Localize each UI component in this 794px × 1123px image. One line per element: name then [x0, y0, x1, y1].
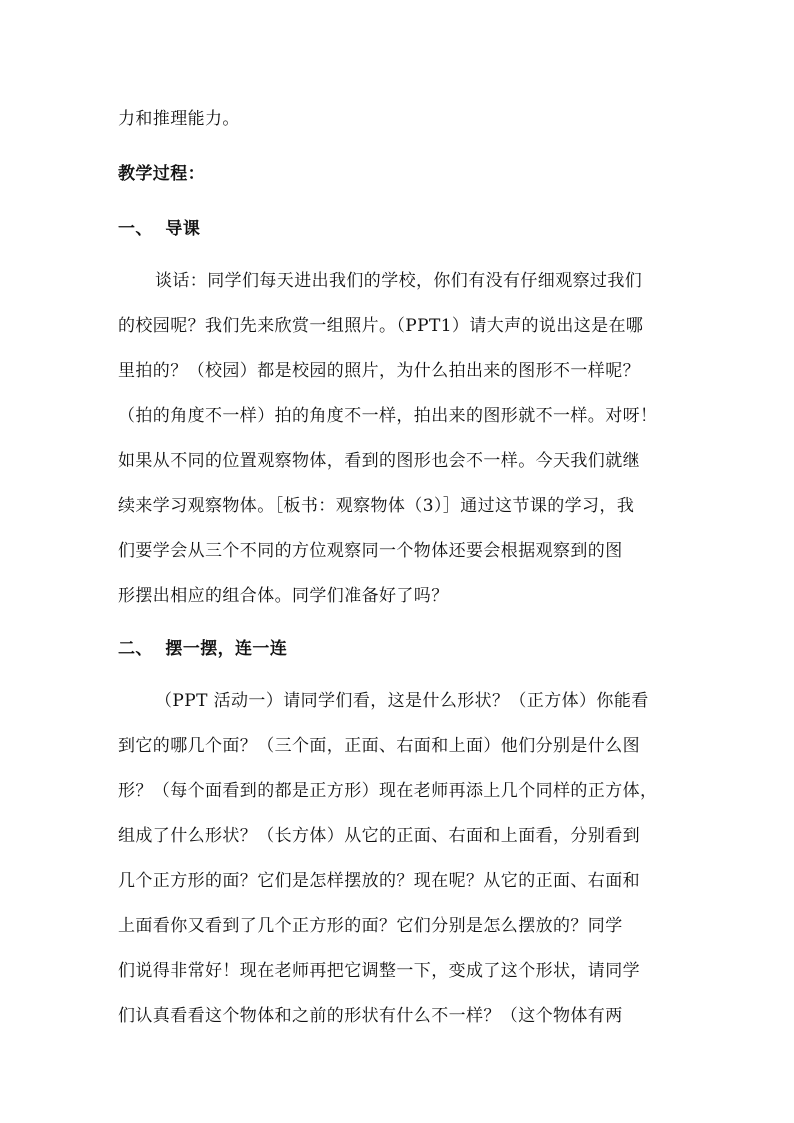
section2-line-2: 到它的哪几个面？（三个面，正面、右面和上面）他们分别是什么图: [118, 736, 640, 756]
section1-line-4: （拍的角度不一样）拍的角度不一样，拍出来的图形就不一样。对呀！: [118, 406, 658, 426]
section1-line-8: 形摆出相应的组合体。同学们准备好了吗？: [118, 586, 449, 606]
section1-line-3: 里拍的？（校园）都是校园的照片，为什么拍出来的图形不一样呢？: [118, 361, 640, 381]
section2-line-6: 上面看你又看到了几个正方形的面？它们分别是怎么摆放的？同学: [118, 916, 623, 936]
section1-line-1: 谈话：同学们每天进出我们的学校，你们有没有仔细观察过我们: [155, 271, 643, 291]
section2-line-4: 组成了什么形状？（长方体）从它的正面、右面和上面看，分别看到: [118, 826, 640, 846]
section2-heading: 二、 摆一摆，连一连: [118, 639, 288, 659]
intro-tail-line: 力和推理能力。: [118, 109, 240, 129]
section1-heading: 一、 导课: [118, 219, 201, 239]
section2-line-7: 们说得非常好！现在老师再把它调整一下，变成了这个形状，请同学: [118, 961, 640, 981]
section1-line-6: 续来学习观察物体。［板书：观察物体（3）］通过这节课的学习，我: [118, 496, 635, 516]
process-heading: 教学过程：: [118, 164, 205, 184]
section1-line-5: 如果从不同的位置观察物体，看到的图形也会不一样。今天我们就继: [118, 451, 640, 471]
section1-line-2: 的校园呢？我们先来欣赏一组照片。（PPT1）请大声的说出这是在哪: [118, 316, 644, 336]
section2-line-1: （PPT 活动一）请同学们看，这是什么形状？（正方体）你能看: [155, 691, 649, 711]
section1-line-7: 们要学会从三个不同的方位观察同一个物体还要会根据观察到的图: [118, 541, 623, 561]
section2-line-5: 几个正方形的面？它们是怎样摆放的？现在呢？从它的正面、右面和: [118, 871, 640, 891]
section2-line-8: 们认真看看这个物体和之前的形状有什么不一样？（这个物体有两: [118, 1006, 623, 1026]
section2-line-3: 形？（每个面看到的都是正方形）现在老师再添上几个同样的正方体，: [118, 781, 658, 801]
